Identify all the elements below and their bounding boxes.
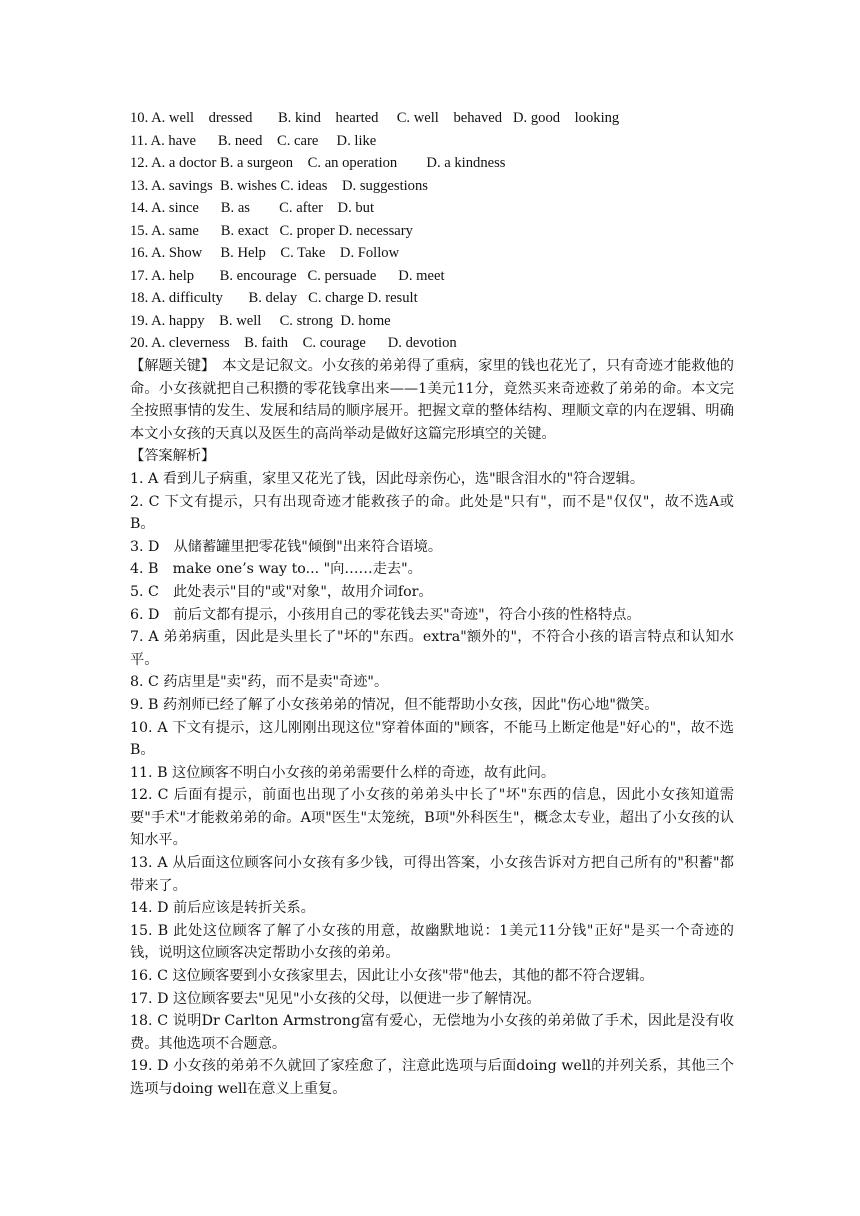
answer-item: 4. B make one’s way to... "向……走去"。 bbox=[130, 561, 422, 578]
answer-item: 14. D 前后应该是转折关系。 bbox=[130, 900, 315, 917]
answer-item: 10. A 下文有提示，这儿刚刚出现这位"穿着体面的"顾客，不能马上断定他是"好心的"，故不选B。 bbox=[130, 719, 734, 759]
answer-item: 18. C 说明Dr Carlton Armstrong富有爱心，无偿地为小女孩的弟弟做了手术，因此是没有收费。其他选项不合题意。 bbox=[130, 1013, 734, 1052]
answer-item: 3. D 从储蓄罐里把零花钱"倾倒"出来符合语境。 bbox=[130, 538, 443, 555]
option-line: 11. A. have B. need C. care D. like bbox=[130, 132, 377, 149]
answer-item: 5. C 此处表示"目的"或"对象"，故用介词for。 bbox=[130, 583, 433, 600]
analysis-heading: 【答案解析】 bbox=[130, 448, 216, 465]
answer-item: 1. A 看到儿子病重，家里又花光了钱，因此母亲伤心，选"眼含泪水的"符合逻辑。 bbox=[130, 470, 645, 487]
answer-item: 16. C 这位顾客要到小女孩家里去，因此让小女孩"带"他去，其他的都不符合逻辑。 bbox=[130, 968, 654, 985]
option-line: 20. A. cleverness B. faith C. courage D. devotion bbox=[130, 335, 457, 352]
option-line: 16. A. Show B. Help C. Take D. Follow bbox=[130, 245, 400, 262]
document-page bbox=[130, 107, 734, 1101]
answer-item: 11. B 这位顾客不明白小女孩的弟弟需要什么样的奇迹，故有此问。 bbox=[130, 764, 556, 781]
option-line: 18. A. difficulty B. delay C. charge D. result bbox=[130, 290, 418, 307]
key-heading: 【解题关键】 bbox=[130, 358, 209, 375]
answer-item: 12. C 后面有提示，前面也出现了小女孩的弟弟头中长了"坏"东西的信息，因此小女孩知道需要"手术"才能救弟弟的命。A项"医生"太笼统，B项"外科医生"，概念太专业，超出了小女孩的认知水平。 bbox=[130, 787, 734, 849]
answer-item: 17. D 这位顾客要去"见见"小女孩的父母，以便进一步了解情况。 bbox=[130, 990, 541, 1007]
option-line: 15. A. same B. exact C. proper D. necessary bbox=[130, 222, 413, 239]
option-line: 17. A. help B. encourage C. persuade D. meet bbox=[130, 267, 445, 284]
options-list bbox=[130, 107, 734, 355]
option-line: 14. A. since B. as C. after D. but bbox=[130, 200, 375, 217]
answer-item: 13. A 从后面这位顾客问小女孩有多少钱，可得出答案，小女孩告诉对方把自己所有的"积蓄"都带来了。 bbox=[130, 855, 734, 894]
key-paragraph bbox=[130, 355, 734, 445]
option-line: 10. A. well dressed B. kind hearted C. well behaved D. good looking bbox=[130, 110, 620, 126]
option-line: 13. A. savings B. wishes C. ideas D. suggestions bbox=[130, 177, 428, 194]
key-text: 本文是记叙文。小女孩的弟弟得了重病，家里的钱也花光了，只有奇迹才能救他的命。小女孩就把自己积攒的零花钱拿出来——1美元11分，竟然买来奇迹救了弟弟的命。本文完全按照事情的发生、发展和结局的顺序展开。把握文章的整体结构、理顺文章的内在逻辑、明确本文小女孩的天真以及医生的高尚举动是做好这篇完形填空的关键。 bbox=[130, 358, 734, 442]
answers-list bbox=[130, 468, 734, 1101]
answer-item: 2. C 下文有提示，只有出现奇迹才能救孩子的命。此处是"只有"，而不是"仅仅"，故不选A或B。 bbox=[130, 493, 734, 533]
option-line: 12. A. a doctor B. a surgeon C. an operation D. a kindness bbox=[130, 155, 506, 172]
answer-item: 9. B 药剂师已经了解了小女孩弟弟的情况，但不能帮助小女孩，因此"伤心地"微笑。 bbox=[130, 696, 659, 713]
answer-item: 8. C 药店里是"卖"药，而不是卖"奇迹"。 bbox=[130, 674, 389, 691]
answer-item: 15. B 此处这位顾客了解了小女孩的用意，故幽默地说：1美元11分钱"正好"是买一个奇迹的钱，说明这位顾客决定帮助小女孩的弟弟。 bbox=[130, 922, 734, 962]
answer-item: 19. D 小女孩的弟弟不久就回了家痊愈了，注意此选项与后面doing well的并列关系，其他三个选项与doing well在意义上重复。 bbox=[130, 1058, 734, 1098]
answer-item: 6. D 前后文都有提示，小孩用自己的零花钱去买"奇迹"，符合小孩的性格特点。 bbox=[130, 606, 641, 623]
option-line: 19. A. happy B. well C. strong D. home bbox=[130, 312, 391, 329]
answer-item: 7. A 弟弟病重，因此是头里长了"坏的"东西。extra"额外的"，不符合小孩的语言特点和认知水平。 bbox=[130, 629, 734, 668]
